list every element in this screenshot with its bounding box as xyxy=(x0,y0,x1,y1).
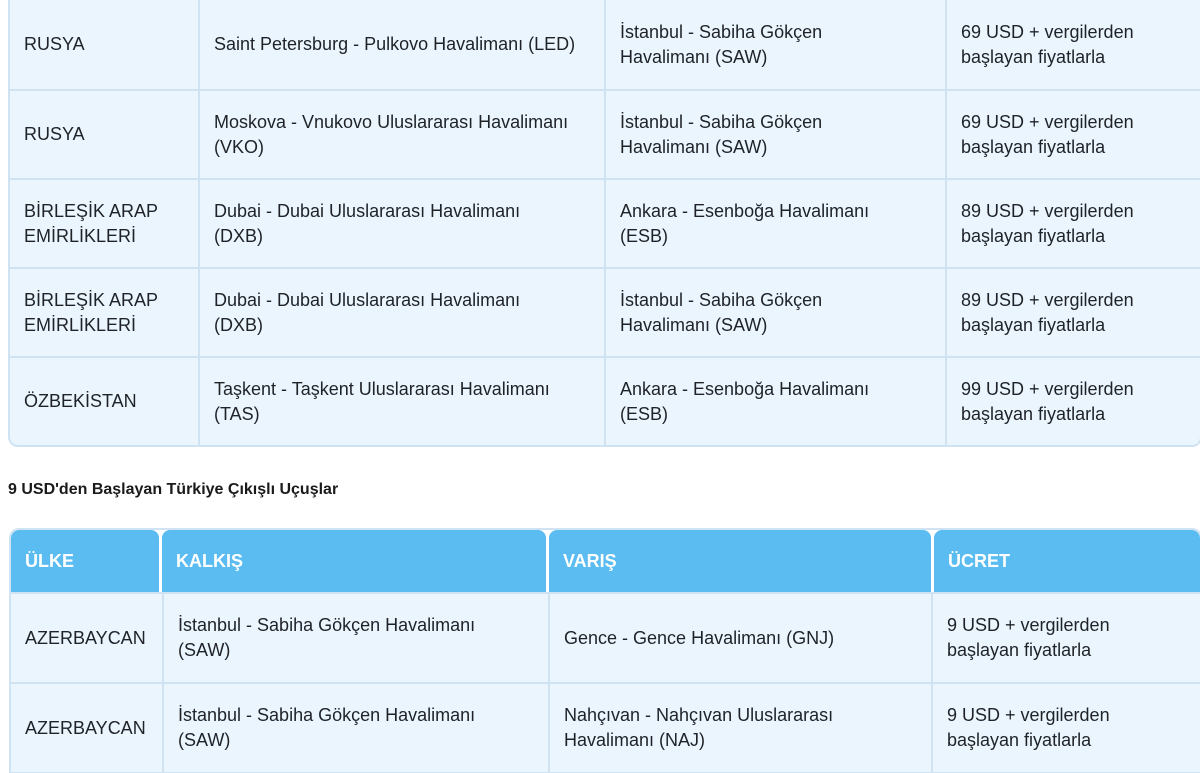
header-arrival: VARIŞ xyxy=(549,530,931,592)
arrival-cell: İstanbul - Sabiha Gökçen Havalimanı (SAW) xyxy=(604,91,945,178)
departure-cell: Moskova - Vnukovo Uluslararası Havalimanı (VKO) xyxy=(198,91,604,178)
departure-cell: Saint Petersburg - Pulkovo Havalimanı (LED) xyxy=(198,0,604,89)
header-price: ÜCRET xyxy=(934,530,1200,592)
country-cell: AZERBAYCAN xyxy=(25,627,146,648)
country-cell: RUSYA xyxy=(24,124,85,144)
arrival-cell: Nahçıvan - Nahçıvan Uluslararası Havalimanı (NAJ) xyxy=(548,684,931,772)
flights-table-top xyxy=(8,0,1200,447)
table-header xyxy=(11,530,1200,592)
table-row xyxy=(10,178,1200,267)
country-cell: ÖZBEKİSTAN xyxy=(24,391,137,411)
header-country: ÜLKE xyxy=(11,530,159,592)
arrival-cell: İstanbul - Sabiha Gökçen Havalimanı (SAW) xyxy=(604,0,945,89)
header-departure: KALKIŞ xyxy=(162,530,546,592)
arrival-cell: Gence - Gence Havalimanı (GNJ) xyxy=(548,594,931,682)
price-cell: 9 USD + vergilerden başlayan fiyatlarla xyxy=(931,594,1200,682)
price-cell: 69 USD + vergilerden başlayan fiyatlarla xyxy=(945,0,1200,89)
departure-cell: İstanbul - Sabiha Gökçen Havalimanı (SAW) xyxy=(162,684,548,772)
arrival-cell: İstanbul - Sabiha Gökçen Havalimanı (SAW) xyxy=(604,269,945,356)
price-cell: 69 USD + vergilerden başlayan fiyatlarla xyxy=(945,91,1200,178)
table-row xyxy=(10,0,1200,89)
price-cell: 9 USD + vergilerden başlayan fiyatlarla xyxy=(931,684,1200,772)
arrival-cell: Ankara - Esenboğa Havalimanı (ESB) xyxy=(604,358,945,445)
country-cell: BİRLEŞİK ARAP EMİRLİKLERİ xyxy=(24,200,158,246)
departure-cell: Dubai - Dubai Uluslararası Havalimanı (DXB) xyxy=(198,269,604,356)
country-cell: AZERBAYCAN xyxy=(25,717,146,738)
table-row xyxy=(10,89,1200,178)
price-cell: 89 USD + vergilerden başlayan fiyatlarla xyxy=(945,180,1200,267)
table-row xyxy=(10,356,1200,445)
country-cell: RUSYA xyxy=(24,34,85,54)
country-cell: BİRLEŞİK ARAP EMİRLİKLERİ xyxy=(24,289,158,335)
arrival-cell: Ankara - Esenboğa Havalimanı (ESB) xyxy=(604,180,945,267)
flights-table-bottom xyxy=(9,528,1200,773)
departure-cell: Taşkent - Taşkent Uluslararası Havalimanı (TAS) xyxy=(198,358,604,445)
table-row xyxy=(11,592,1200,682)
price-cell: 89 USD + vergilerden başlayan fiyatlarla xyxy=(945,269,1200,356)
price-cell: 99 USD + vergilerden başlayan fiyatlarla xyxy=(945,358,1200,445)
table-row xyxy=(10,267,1200,356)
table-row xyxy=(11,682,1200,772)
departure-cell: İstanbul - Sabiha Gökçen Havalimanı (SAW) xyxy=(162,594,548,682)
departure-cell: Dubai - Dubai Uluslararası Havalimanı (DXB) xyxy=(198,180,604,267)
section-title: 9 USD'den Başlayan Türkiye Çıkışlı Uçuşlar xyxy=(8,481,339,498)
